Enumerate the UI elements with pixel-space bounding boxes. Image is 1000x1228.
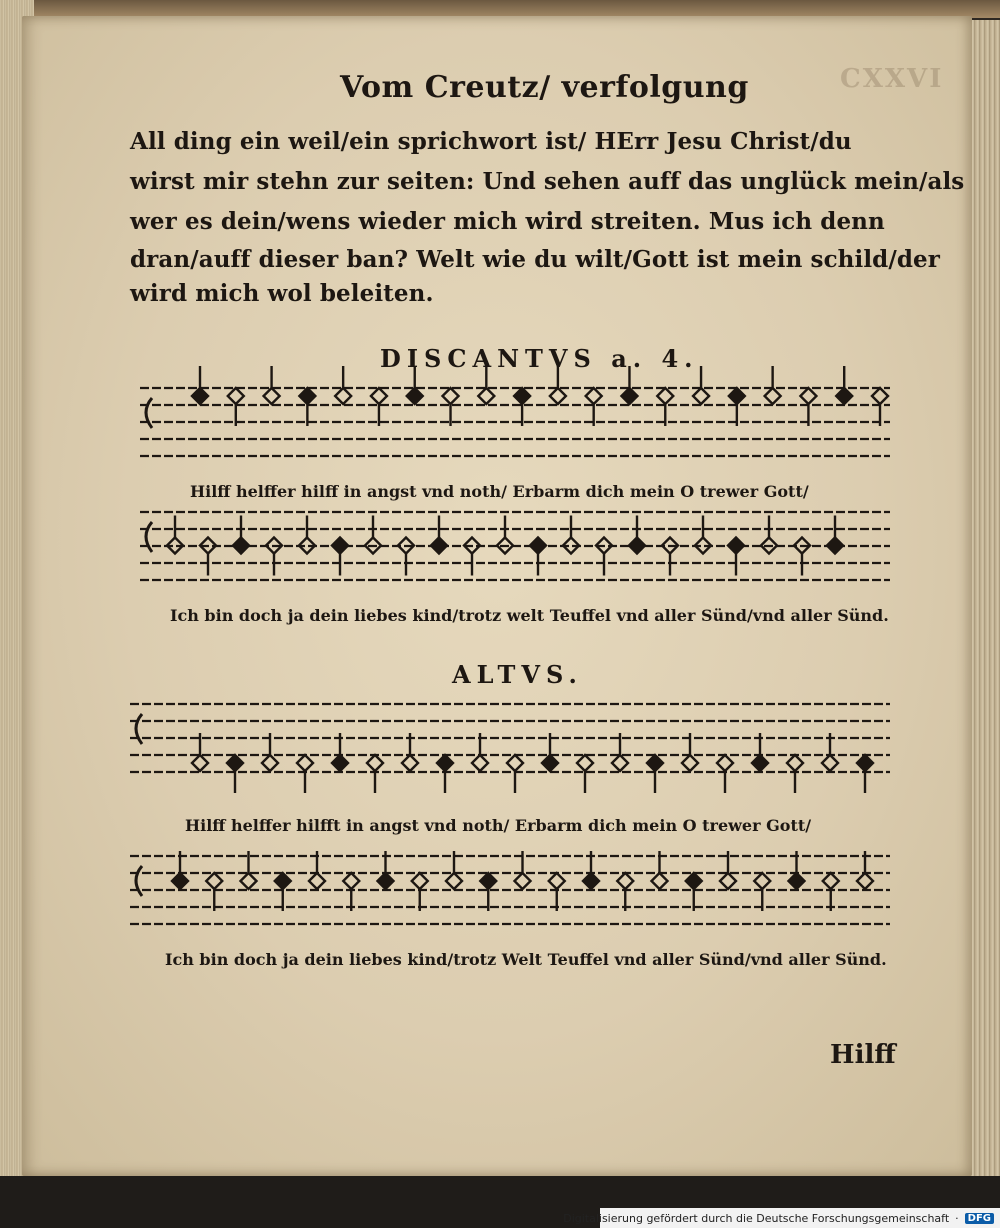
note-head: [754, 873, 770, 889]
verse-line-1: All ding ein weil/ein sprichwort ist/ HErr Jesu Christ/du: [130, 128, 852, 155]
note-head: [789, 873, 805, 889]
altus-lyric-1: Hilff helffer hilfft in angst vnd noth/ Erbarm dich mein O trewer Gott/: [185, 816, 812, 835]
note-head: [241, 873, 257, 889]
note-head: [530, 538, 546, 554]
note-head: [617, 873, 633, 889]
note-head: [542, 755, 558, 771]
note-head: [693, 388, 709, 404]
note-head: [857, 755, 873, 771]
note-head: [717, 755, 733, 771]
note-head: [515, 873, 531, 889]
altus-lyric-2: Ich bin doch ja dein liebes kind/trotz Welt Teuffel vnd aller Sünd/vnd aller Sünd.: [165, 950, 887, 969]
altus-heading: ALTVS.: [452, 660, 583, 689]
note-head: [402, 755, 418, 771]
clef-icon: [136, 714, 142, 744]
note-head: [228, 388, 244, 404]
page-title: Vom Creutz/ verfolgung: [340, 70, 749, 105]
note-head: [227, 755, 243, 771]
note-head: [787, 755, 803, 771]
note-head: [507, 755, 523, 771]
note-head: [262, 755, 278, 771]
note-head: [752, 755, 768, 771]
catchword: Hilff: [830, 1040, 896, 1070]
discantus-lyric-2: Ich bin doch ja dein liebes kind/trotz welt Teuffel vnd aller Sünd/vnd aller Sünd.: [170, 606, 889, 625]
note-head: [343, 873, 359, 889]
bleed-through-mark: CXXVI: [840, 64, 944, 94]
note-head: [446, 873, 462, 889]
verse-line-2: wirst mir stehn zur seiten: Und sehen auff das unglück mein/als: [130, 168, 965, 195]
note-head: [478, 388, 494, 404]
note-head: [332, 755, 348, 771]
note-head: [275, 873, 291, 889]
note-head: [647, 755, 663, 771]
note-head: [765, 388, 781, 404]
note-head: [367, 755, 383, 771]
altus-staff-a: [130, 704, 890, 793]
clef-icon: [146, 398, 152, 428]
note-head: [586, 388, 602, 404]
note-head: [720, 873, 736, 889]
note-head: [682, 755, 698, 771]
note-head: [686, 873, 702, 889]
note-head: [629, 538, 645, 554]
clef-icon: [146, 522, 152, 552]
note-head: [621, 388, 637, 404]
note-head: [299, 388, 315, 404]
note-head: [378, 873, 394, 889]
note-head: [857, 873, 873, 889]
note-head: [192, 755, 208, 771]
note-head: [206, 873, 222, 889]
note-head: [431, 538, 447, 554]
note-head: [233, 538, 249, 554]
note-head: [549, 873, 565, 889]
dfg-logo-icon: DFG: [965, 1213, 994, 1224]
digitization-footer: Digitalisierung gefördert durch die Deutsche Forschungsgemeinschaft · DFG: [600, 1208, 1000, 1228]
verse-line-3: wer es dein/wens wieder mich wird streiten. Mus ich denn: [130, 208, 885, 235]
note-head: [612, 755, 628, 771]
note-head: [332, 538, 348, 554]
note-head: [729, 388, 745, 404]
discantus-lyric-1: Hilff helffer hilff in angst vnd noth/ Erbarm dich mein O trewer Gott/: [190, 482, 809, 501]
note-head: [827, 538, 843, 554]
note-head: [437, 755, 453, 771]
note-head: [836, 388, 852, 404]
note-head: [728, 538, 744, 554]
note-head: [800, 388, 816, 404]
note-head: [192, 388, 208, 404]
altus-staff-b: [130, 851, 890, 924]
note-head: [407, 388, 423, 404]
note-head: [335, 388, 351, 404]
note-head: [172, 873, 188, 889]
clef-icon: [136, 866, 142, 896]
note-head: [652, 873, 668, 889]
discantus-heading: DISCANTVS a. 4.: [380, 344, 699, 373]
note-head: [657, 388, 673, 404]
note-head: [309, 873, 325, 889]
discantus-staff-a: [140, 366, 890, 456]
verse-line-4: dran/auff dieser ban? Welt wie du wilt/Gott ist mein schild/der: [130, 246, 940, 273]
note-head: [872, 388, 888, 404]
note-head: [822, 755, 838, 771]
note-head: [583, 873, 599, 889]
note-head: [577, 755, 593, 771]
note-head: [371, 388, 387, 404]
note-head: [443, 388, 459, 404]
note-head: [264, 388, 280, 404]
discantus-staff-b: [140, 512, 890, 580]
footer-credit: Digitalisierung gefördert durch die Deutsche Forschungsgemeinschaft: [563, 1211, 950, 1225]
note-head: [480, 873, 496, 889]
note-head: [472, 755, 488, 771]
note-head: [514, 388, 530, 404]
note-head: [297, 755, 313, 771]
verse-line-5: wird mich wol beleiten.: [130, 280, 434, 307]
note-head: [412, 873, 428, 889]
note-head: [550, 388, 566, 404]
note-head: [823, 873, 839, 889]
